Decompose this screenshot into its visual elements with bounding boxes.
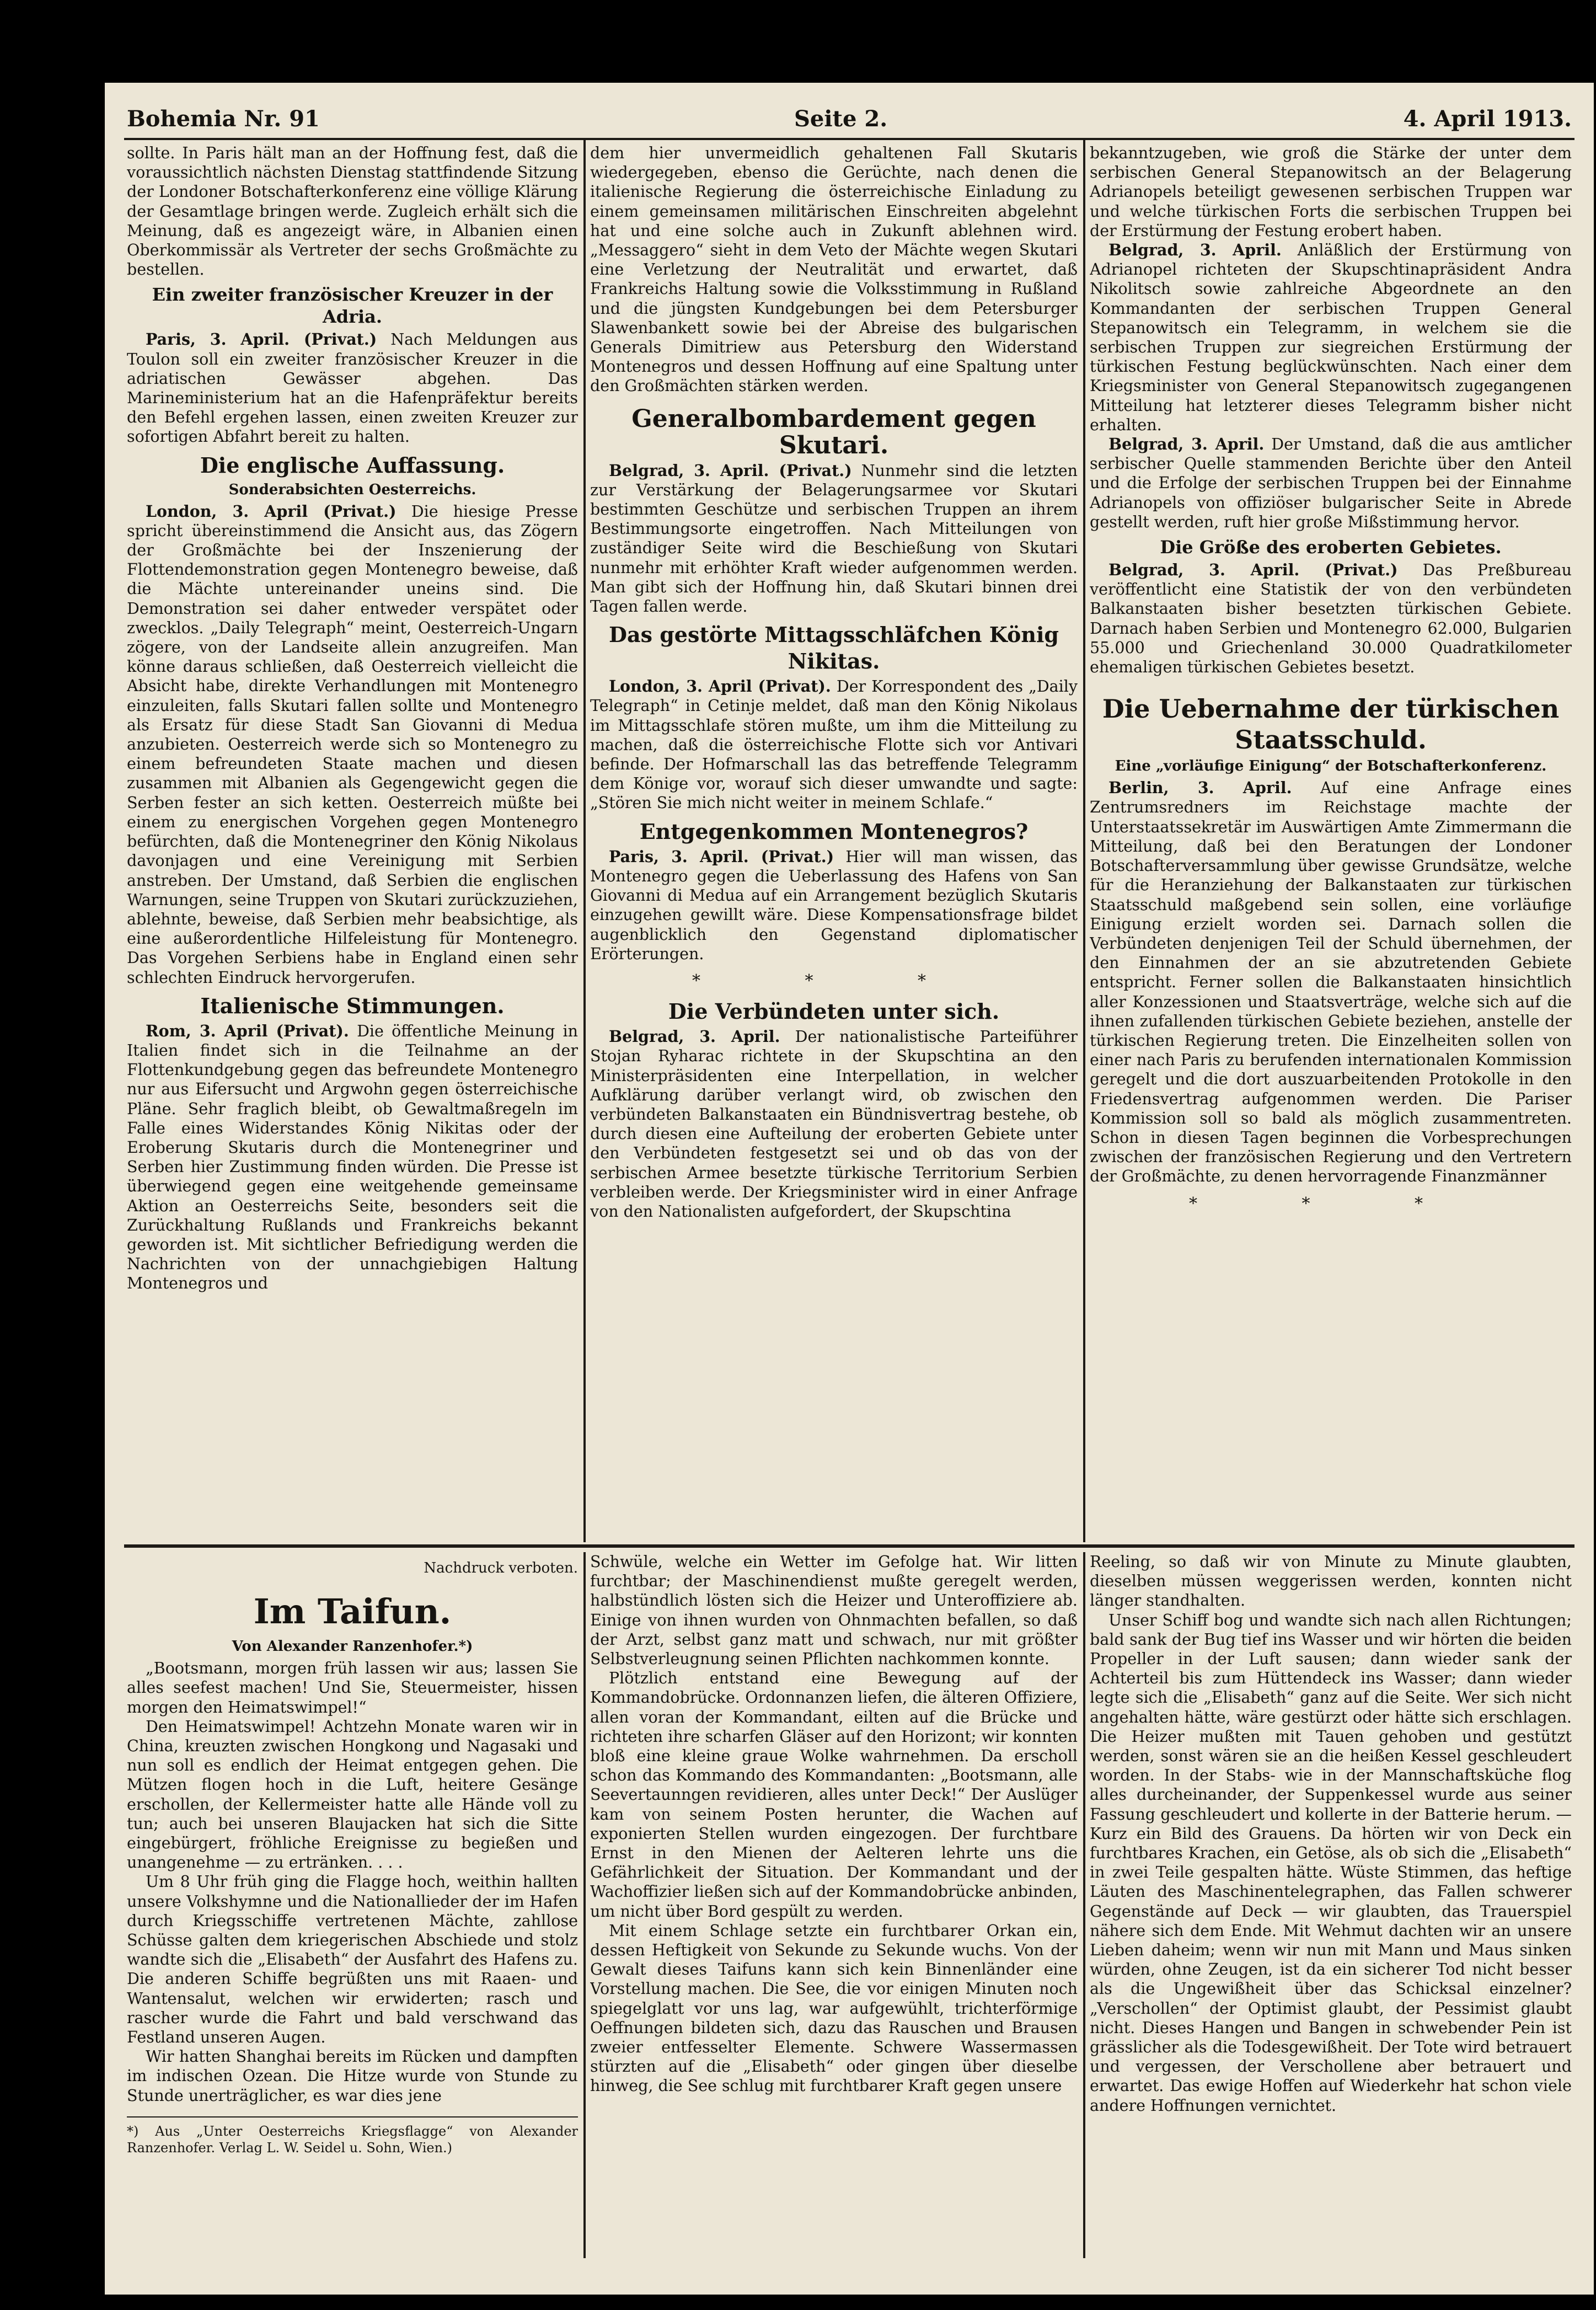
section-stars: * * * — [1188, 1194, 1473, 1213]
page-header — [127, 106, 1572, 139]
column-3 — [1090, 143, 1572, 1539]
column-rule-1 — [583, 140, 586, 1542]
article-paragraph — [590, 461, 1078, 617]
dateline: London, 3. April (Privat.) — [146, 501, 397, 521]
dateline: Paris, 3. April. (Privat.) — [609, 847, 834, 866]
article-paragraph — [1090, 240, 1572, 435]
article-text: Nunmehr sind die letzten zur Verstärkung der Belagerungsarmee vor Skutari bestimmten Geschütze und serbischen Truppen an ihrem Bestimmungsorte eingetroffen. Nach Mitteilungen von zuständiger Seite wird die Beschießung von Skutari nunmehr mit erhöhter Kraft wieder aufgenommen werden. Man gibt sich der Hoffnung hin, daß Skutari binnen drei Tagen fallen werde. — [590, 461, 1078, 616]
feuilleton-title: Im Taifun. — [253, 1591, 452, 1632]
dateline: Belgrad, 3. April. (Privat.) — [609, 461, 852, 480]
article-paragraph — [127, 502, 578, 987]
article-heading: Entgegenkommen Montenegros? — [639, 819, 1029, 844]
story-paragraph: Um 8 Uhr früh ging die Flagge hoch, weithin hallten unsere Volkshymne und die Nationallieder der im Hafen durch Kriegsschiffe vertretenen Mächte, zahllose Schüsse galten dem kriegerischen Abschiede und stolz wandte sich die „Elisabeth“ der Ausfahrt des Hafens zu. Die anderen Schiffe begrüßten uns mit Raaen- und Wantensalut, welchen wir erwiderten; rasch und rascher wurde die Fahrt und bald verschwand das Festland unseren Augen. — [127, 1873, 578, 2047]
dateline: Belgrad, 3. April. — [1108, 435, 1265, 454]
newspaper-page — [105, 83, 1594, 2295]
reprint-note: Nachdruck verboten. — [424, 1560, 578, 1576]
story-paragraph: Den Heimatswimpel! Achtzehn Monate waren wir in China, kreuzten zwischen Hongkong und Nagasaki und nun soll es endlich der Heimat entgegen gehen. Die Mützen flogen hoch in die Luft, heitere Gesänge erschollen, der Kellermeister hatte alle Hände voll zu tun; auch bei unseren Blaujacken hat sich die Sitte eingebürgert, fröhliche Ereignisse zu begießen und unangenehme — zu ertränken. . . . — [127, 1717, 578, 1872]
feuilleton-rule — [124, 1544, 1574, 1548]
article-heading: Die englische Auffassung. — [200, 452, 505, 478]
article-text: Nach Meldungen aus Toulon soll ein zweiter französischer Kreuzer in die adriatischen Gewässer abgehen. Das Marineministerium hat an die Hafenpräfektur bereits den Befehl ergehen lassen, einen zweiten Kreuzer zur sofortigen Abfahrt bereit zu halten. — [127, 330, 578, 446]
article-subheading: Eine „vorläufige Einigung“ der Botschafterkonferenz. — [1115, 758, 1547, 775]
article-heading: Die Größe des eroberten Gebietes. — [1160, 537, 1502, 558]
story-paragraph: Plötzlich entstand eine Bewegung auf der Kommandobrücke. Ordonnanzen liefen, die älteren Offiziere, allen voran der Kommandant, eilten auf die Brücke und richteten ihre scharfen Gläser auf den Horizont; wir konnten bloß eine kleine graue Wolke wahrnehmen. Da erscholl schon das Kommando des Kommandanten: „Bootsmann, alle Seevertaunngen revidieren, alles unter Deck!“ Der Auslüger kam von seinem Posten herunter, die Wachen auf exponierten Stellen wurden eingezogen. Der furchtbare Ernst in den Mienen der Aelteren lehrte uns die Gefährlichkeit der Situation. Der Kommandant und der Wachoffizier ließen sich auf der Kommandobrücke anbinden, um nicht über Bord gespült zu werden. — [590, 1669, 1078, 1921]
article-paragraph — [590, 847, 1078, 964]
article-paragraph — [127, 330, 578, 446]
dateline: Belgrad, 3. April. — [1108, 240, 1282, 260]
story-paragraph: Schwüle, welche ein Wetter im Gefolge hat. Wir litten furchtbar; der Maschinendienst mußte geregelt werden, halbstündlich lösten sich die Heizer und Unteroffiziere ab. Einige von ihnen wurden von Ohnmachten befallen, so daß der Arzt, selbst ganz matt und schwach, nur mit größter Selbstverleugnung seinen Pflichten nachkommen konnte. — [590, 1553, 1078, 1669]
article-heading: Die Uebernahme der türkischen Staatsschuld. — [1102, 694, 1560, 755]
article-heading: Generalbombardement gegen Skutari. — [631, 404, 1036, 459]
article-text: Die öffentliche Meinung in Italien findet sich in die Teilnahme an der Flottenkundgebung gegen das befreundete Montenegro nur aus Eifersucht und Argwohn gegen österreichische Pläne. Sehr fraglich bleibt, ob Gewaltmaßregeln im Falle eines Widerstandes König Nikitas oder der Eroberung Skutaris durch die Montenegriner und Serben hier Zustimmung finden würden. Die Presse ist überwiegend gegen eine weitgehende gemeinsame Aktion an Oesterreichs Seite, besonders seit die Zurückhaltung Rußlands und Frankreichs bekannt geworden ist. Mit sichtlicher Befriedigung werden die Nachrichten von der unnachgiebigen Haltung Montenegros und — [127, 1022, 578, 1293]
dateline: Belgrad, 3. April. (Privat.) — [1108, 560, 1398, 580]
footnote: *) Aus „Unter Oesterreichs Kriegsflagge“ von Alexander Ranzenhofer. Verlag L. W. Seidel u. Sohn, Wien.) — [127, 2116, 578, 2156]
section-stars: * * * — [692, 971, 976, 991]
column-2 — [590, 143, 1078, 1539]
article-paragraph — [1090, 435, 1572, 532]
article-paragraph: sollte. In Paris hält man an der Hoffnung fest, daß die voraussichtlich nächsten Dienstag stattfindende Sitzung der Londoner Botschafterkonferenz eine völlige Klärung der Gesamtlage bringen werde. Zugleich erhält sich die Meinung, daß es angezeigt wäre, in Albanien einen Oberkommissär als Vertreter der sechs Großmächte zu bestellen. — [127, 144, 578, 279]
header-rule — [124, 138, 1574, 140]
dateline: Rom, 3. April (Privat). — [146, 1021, 349, 1040]
article-text: Das Preßbureau veröffentlicht eine Statistik der von den verbündeten Balkanstaaten bisher besetzten türkischen Gebiete. Darnach haben Serbien und Montenegro 62.000, Bulgarien 55.000 und Griechenland 30.000 Quadratkilometer ehemaligen türkischen Gebietes besetzt. — [1090, 561, 1572, 677]
feuilleton-byline: Von Alexander Ranzenhofer.*) — [232, 1638, 473, 1655]
article-paragraph — [590, 677, 1078, 812]
story-paragraph: Reeling, so daß wir von Minute zu Minute glaubten, dieselben müssen weggerissen werden, konnten nicht länger standhalten. — [1090, 1553, 1572, 1610]
feuilleton-rule-2 — [1083, 1552, 1085, 2258]
article-paragraph — [1090, 778, 1572, 1186]
story-paragraph: „Bootsmann, morgen früh lassen wir aus; lassen Sie alles seefest machen! Und Sie, Steuermeister, hissen morgen den Heimatswimpel!“ — [127, 1659, 578, 1717]
dateline: London, 3. April (Privat). — [609, 677, 831, 696]
article-heading: Die Verbündeten unter sich. — [668, 999, 1000, 1024]
article-paragraph — [127, 1022, 578, 1293]
story-paragraph: Unser Schiff bog und wandte sich nach allen Richtungen; bald sank der Bug tief ins Wasser und wir hörten die beiden Propeller in der Luft sausen; dann wieder sank der Achterteil bis zum Hüttendeck ins Wasser; dann wieder legte sich die „Elisabeth“ ganz auf die Seite. Wer sich nicht angehalten hätte, wäre gestürzt oder hätte sich erschlagen. Die Heizer mußten mit Tauen gehoben und gestützt werden, sonst wären sie an die heißen Kessel geschleudert worden. In der Stabs- wie in der Mannschaftsküche flog alles durcheinander, der Suppenkessel wurde aus seiner Fassung geschleudert und kollerte in der Batterie herum. — Kurz ein Bild des Grauens. Da hörten wir von Deck ein furchtbares Krachen, ein Getöse, als ob sich die „Elisabeth“ in zwei Teile gespalten hätte. Wüste Stimmen, das heftige Läuten des Maschinentelegraphen, das Fallen schwerer Gegenstände auf Deck — wir glaubten, das Trauerspiel näherе sich dem Ende. Mit Wehmut dachten wir an unsere Lieben daheim; wenn wir nun mit Mann und Maus sinken würden, ohne Zeugen, ist da ein sicherer Tod nicht besser als die Ungewißheit über das Schicksal einzelner? „Verschollen“ der Optimist glaubt, der Pessimist glaubt nicht. Dieses Hangen und Bangen in schwebender Pein ist grässlicher als die Todesgewißheit. Der Tote wird betrauert und vergessen, der Verschollene aber betrauert und erwartet. Das ewige Hoffen auf Wiederkehr hat schon viele andere Hoffnungen vernichtet. — [1090, 1611, 1572, 2115]
dateline: Paris, 3. April. (Privat.) — [146, 330, 377, 349]
article-text: Anläßlich der Erstürmung von Adrianopel richteten der Skupschtinapräsident Andra Nikolitsch sowie zahlreiche Abgeordnete an den Kommandanten der serbischen Truppen General Stepanowitsch ein Telegramm, in welchem sie die serbischen Truppen zur siegreichen Erstürmung der türkischen Festung beglückwünschten. Nach einer dem Kriegsminister von General Stepanowitsch zugegangenen Mitteilung hat letzterer dieses Telegramm bisher nicht erhalten. — [1090, 241, 1572, 434]
article-text: Die hiesige Presse spricht übereinstimmend die Ansicht aus, das Zögern der Großmächte bei der Inszenierung der Flottendemonstration gegen Montenegro beweise, daß die Mächte untereinander uneins sind. Die Demonstration sei daher entweder verspätet oder zwecklos. „Daily Telegraph“ meint, Oesterreich-Ungarn zögere, von der Landseite allein anzugreifen. Man könne daraus schließen, daß Oesterreich vielleicht die Absicht habe, direkte Verhandlungen mit Montenegro einzuleiten, falls Skutari fallen sollte und Montenegro als Ersatz für diese Stadt San Giovanni di Medua anzubieten. Oesterreich werde sich so Montenegro zu einem befreundeten Staate machen und diesen zusammen mit Albanien als Gegengewicht gegen die Serben fester an sich ketten. Oesterreich müßte bei einem zu energischen Vorgehen gegen Montenegro befürchten, daß die Montenegriner den König Nikolaus davonjagen und eine Vereinigung mit Serbien anstreben. Der Umstand, daß Serbien die englischen Warnungen, seine Truppen von Skutari zurückzuziehen, ablehnte, beweise, daß Serbien mehr beabsichtige, als eine außerordentliche Hilfeleistung für Montenegro. Das Vorgehen Serbiens habe in England einen sehr schlechten Eindruck hervorgerufen. — [127, 502, 578, 987]
column-1 — [127, 143, 578, 1539]
story-paragraph: Wir hatten Shanghai bereits im Rücken und dampften im indischen Ozean. Die Hitze wurde von Stunde zu Stunde unerträglicher, es war dies jene — [127, 2047, 578, 2105]
article-text: Der Umstand, daß die aus amtlicher serbischer Quelle stammenden Berichte über den Anteil und die Erfolge der serbischen Truppen bei der Einnahme Adrianopels von offiziöser bulgarischer Seite in Abrede gestellt werden, ruft hier große Mißstimmung hervor. — [1090, 435, 1572, 531]
article-subheading: Sonderabsichten Oesterreichs. — [228, 481, 476, 498]
header-page-number: Seite 2. — [794, 106, 888, 132]
dateline: Belgrad, 3. April. — [609, 1027, 780, 1046]
header-paper-issue: Bohemia Nr. 91 — [127, 106, 320, 132]
article-paragraph: dem hier unvermeidlich gehaltenen Fall Skutaris wiedergegeben, ebenso die Gerüchte, nach denen die italienische Regierung die österreichische Einladung zu einem gemeinsamen militärischen Einschreiten abgelehnt hat und eine solche auch in Zukunft ablehnen wird. „Messaggero“ sieht in dem Veto der Mächte wegen Skutari eine Verletzung der Neutralität und erwartet, daß Frankreichs Haltung sowie die Volksstimmung in Rußland und die jüngsten Kundgebungen bei dem Petersburger Slawenbankett sowie bei der Abreise des bulgarischen Generals Dimitriew aus Petersburg den Widerstand Montenegros und dessen Hoffnung auf eine Spaltung unter den Großmächten stärken werden. — [590, 144, 1078, 395]
article-heading: Das gestörte Mittagsschläfchen König Nikitas. — [609, 622, 1059, 674]
article-text: Der nationalistische Parteiführer Stojan Ryharac richtete in der Skupschtina an den Ministerpräsidenten eine Interpellation, in welcher Aufklärung darüber verlangt wird, ob zwischen den verbündeten Balkanstaaten ein Bündnisvertrag bestehe, ob durch diesen eine Aufteilung der eroberten Gebiete unter den Verbündeten festgesetzt sei und ob das von der serbischen Armee besetzte türkische Territorium Serbien verbleiben werde. Der Kriegsminister wird in einer Anfrage von den Nationalisten aufgefordert, der Skupschtina — [590, 1028, 1078, 1221]
feuilleton-column-1 — [127, 1552, 578, 2269]
feuilleton-column-3 — [1090, 1552, 1572, 2269]
article-text: Auf eine Anfrage eines Zentrumsredners im Reichstage machte der Unterstaatssekretär im Auswärtigen Amte Zimmermann die Mitteilung, daß bei den Beratungen der Londoner Botschafterversammlung über gewisse Grundsätze, welche für die Heranziehung der Balkanstaaten zur türkischen Staatsschuld maßgebend sein sollen, eine vorläufige Einigung erzielt worden sei. Darnach sollen die Verbündeten denjenigen Teil der Schuld übernehmen, der den Einnahmen der an sie abzutretenden Gebiete entspricht. Ferner sollen die Balkanstaaten hinsichtlich aller Konzessionen und Staatsverträge, welche sich auf die ihnen zufallenden türkischen Gebiete beziehen, anstelle der türkischen Regierung treten. Die Einzelheiten sollen von einer nach Paris zu berufenden internationalen Kommission geregelt und die dort auszuarbeitenden Protokolle in den Friedensvertrag aufgenommen werden. Die Pariser Kommission soll so bald als möglich zusammentreten. Schon in diesen Tagen beginnen die Vorbesprechungen zwischen der französischen Regierung und den Vertretern der Großmächte, zu denen hervorragende Finanzmänner — [1090, 779, 1572, 1186]
article-paragraph — [590, 1027, 1078, 1221]
dateline: Berlin, 3. April. — [1108, 778, 1292, 798]
story-paragraph: Mit einem Schlage setzte ein furchtbarer Orkan ein, dessen Heftigkeit von Sekunde zu Sekunde wuchs. Von der Gewalt dieses Taifuns kann sich kein Binnenländer eine Vorstellung machen. Die See, die vor einigen Minuten noch spiegelglatt vor uns lag, war aufgewühlt, trichterförmige Oeffnungen bildeten sich, dazu das Rauschen und Brausen zweier entfesselter Elemente. Schwere Wassermassen stürzten auf die „Elisabeth“ oder gingen über dieselbe hinweg, die See schlug mit furchtbarer Kraft gegen unsere — [590, 1921, 1078, 2095]
feuilleton-column-2 — [590, 1552, 1078, 2269]
article-paragraph — [1090, 560, 1572, 677]
article-text: Der Korrespondent des „Daily Telegraph“ in Cetinje meldet, daß man den König Nikolaus im Mittagsschlafe stören mußte, um ihm die Mitteilung zu machen, daß die österreichische Flotte sich vor Antivari befinde. Der Hofmarschall las das betreffende Telegramm dem Könige vor, worauf sich dieser umwandte und sagte: „Stören Sie mich nicht weiter in meinem Schlafe.“ — [590, 677, 1078, 812]
article-paragraph: bekanntzugeben, wie groß die Stärke der unter dem serbischen General Stepanowitsch an der Belagerung Adrianopels beteiligt gewesenen serbischen Truppen war und welche türkischen Forts die serbischen Truppen bei der Erstürmung der Festung erobert haben. — [1090, 144, 1572, 240]
column-rule-2 — [1083, 140, 1085, 1542]
header-date: 4. April 1913. — [1403, 106, 1572, 132]
article-heading: Ein zweiter französischer Kreuzer in der Adria. — [152, 284, 553, 328]
article-heading: Italienische Stimmungen. — [200, 993, 505, 1018]
article-text: Hier will man wissen, das Montenegro gegen die Ueberlassung des Hafens von San Giovanni di Medua auf ein Arrangement bezüglich Skutaris einzugehen gewillt wäre. Diese Kompensationsfrage bildet augenblicklich den Gegenstand diplomatischer Erörterungen. — [590, 847, 1078, 963]
feuilleton-rule-1 — [583, 1552, 586, 2258]
